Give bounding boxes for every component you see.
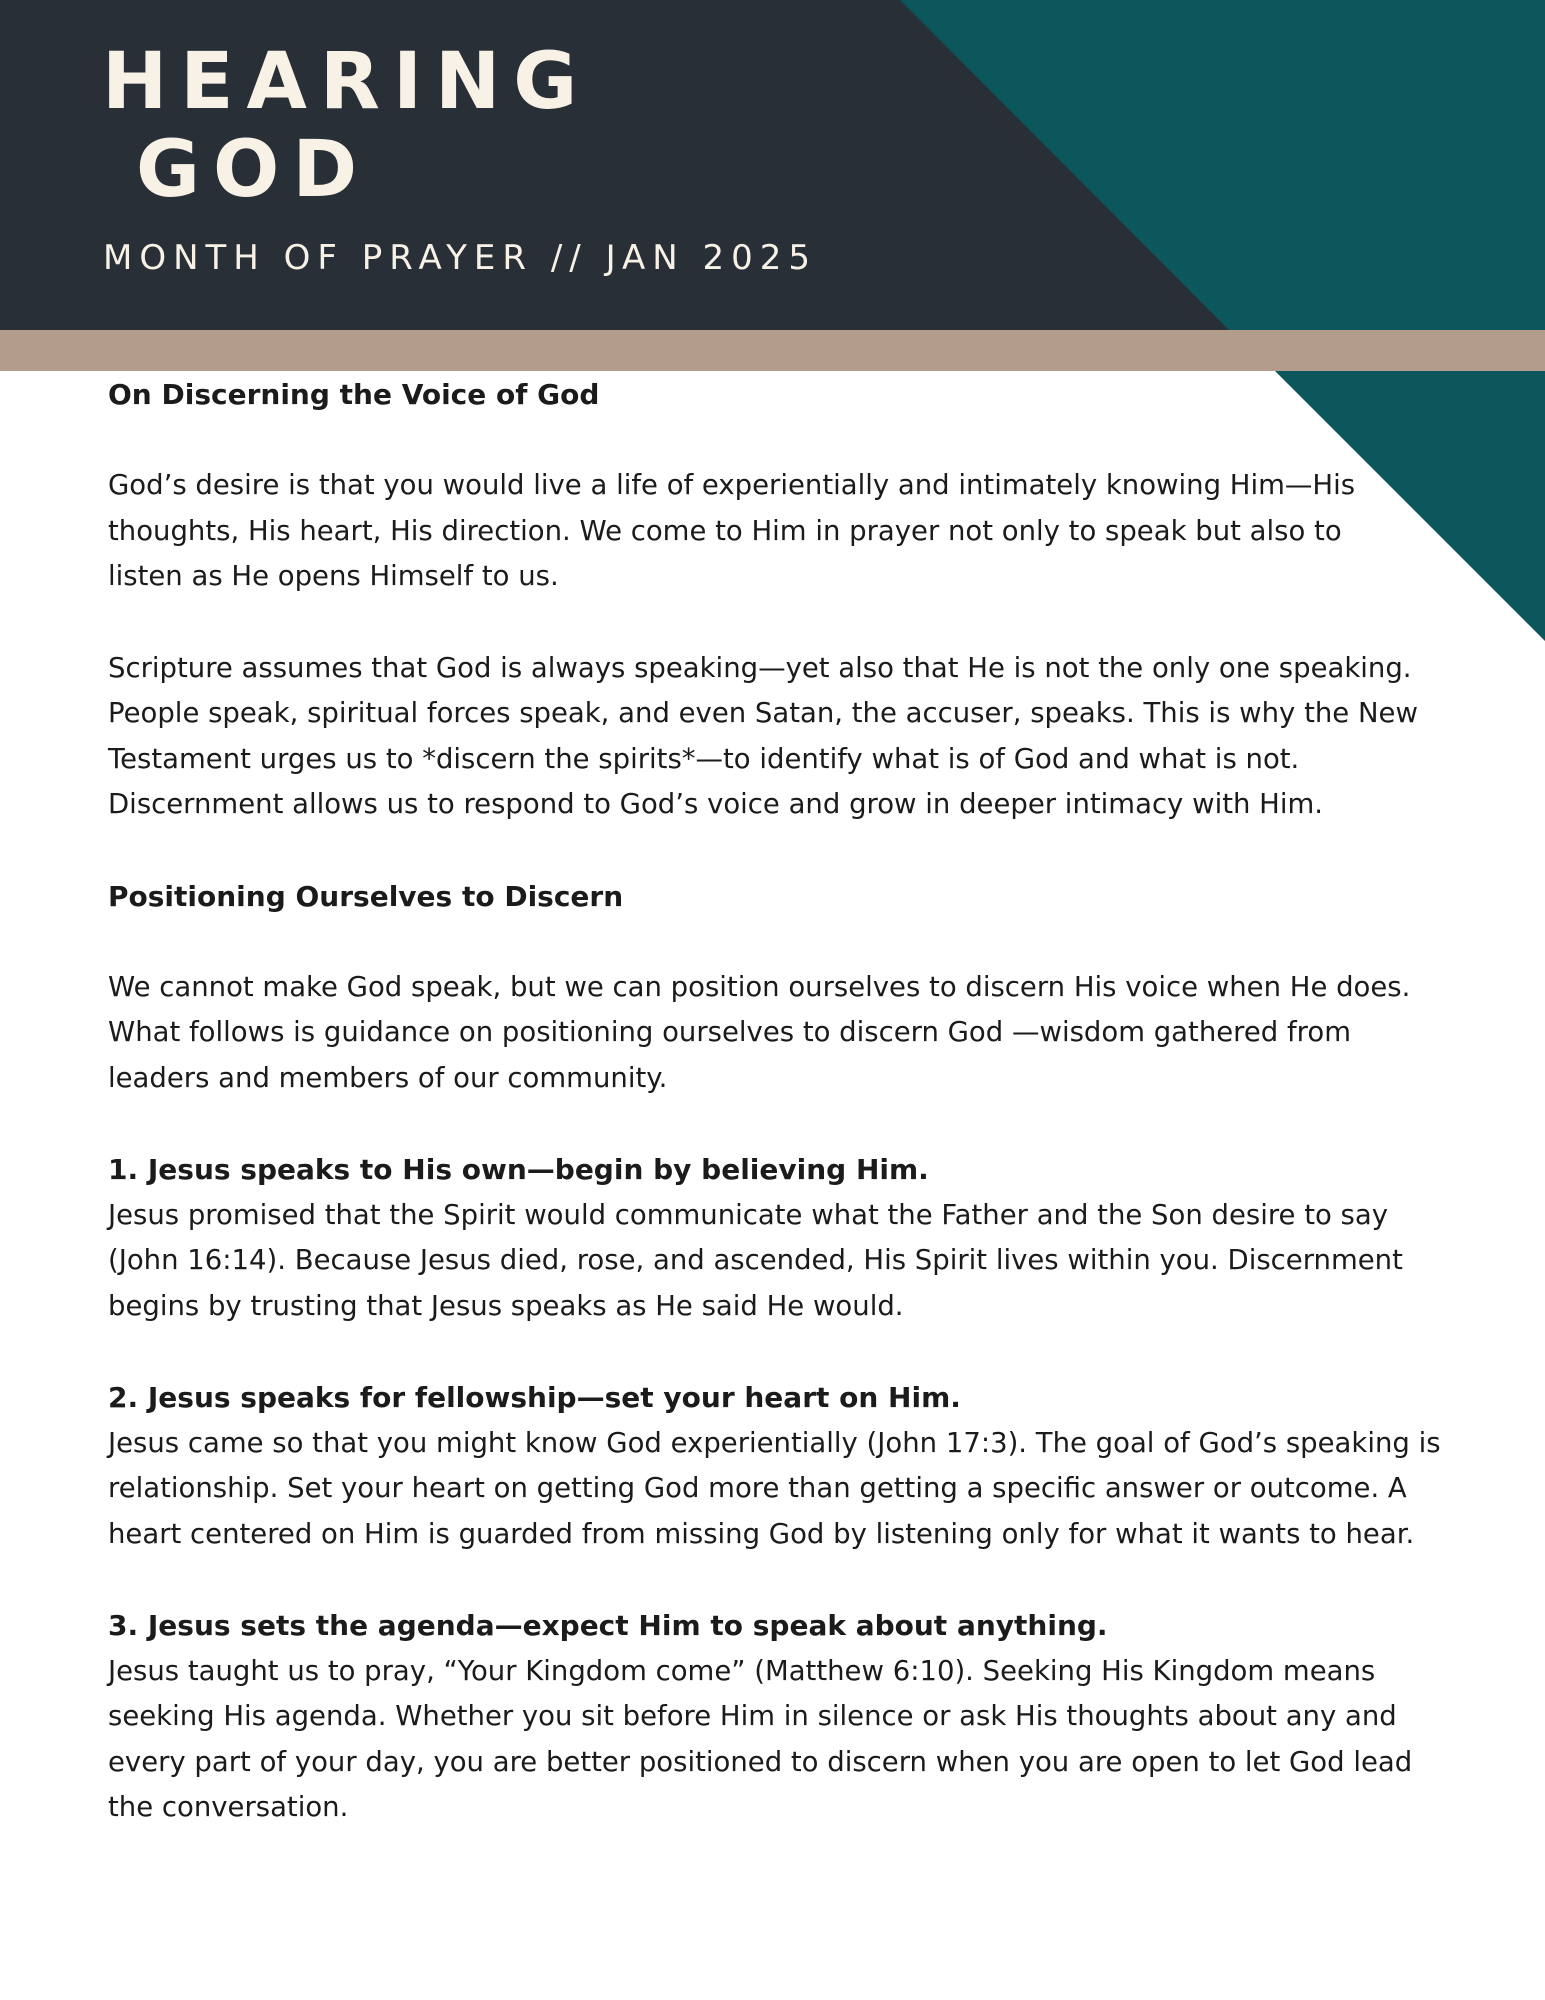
point-1-body: Jesus promised that the Spirit would communicate what the Father and the Son desire to say (John 16:14). Because Jesus died, rose, and ascended, His Spirit lives within you. Discernment begins by trusting that Jesus speaks as He said He would. xyxy=(108,1198,1403,1322)
point-3-body: Jesus taught us to pray, “Your Kingdom come” (Matthew 6:10). Seeking His Kingdom means seeking His agenda. Whether you sit before Him in silence or ask His thoughts about any and every part of your day, you are better positioned to discern when you are open to let God lead the conversation. xyxy=(108,1654,1413,1824)
point-3-title: 3. Jesus sets the agenda—expect Him to speak about anything. xyxy=(108,1609,1108,1643)
title-line-2: GOD xyxy=(136,125,371,215)
title-line-1: HEARING xyxy=(102,37,591,127)
section-heading-positioning: Positioning Ourselves to Discern xyxy=(108,879,624,913)
paragraph-intro-1: God’s desire is that you would live a life of experientially and intimately knowing Him—His thoughts, His heart, His direction. We come to Him in prayer not only to speak but also to listen as He opens Himself to us. xyxy=(108,469,1356,593)
point-2-body: Jesus came so that you might know God experientially (John 17:3). The goal of God’s speaking is relationship. Set your heart on getting God more than getting a specific answer or outcome. A heart centered on Him is guarded from missing God by listening only for what it wants to hear. xyxy=(108,1426,1441,1550)
document-body xyxy=(108,372,1448,1877)
page-subtitle: MONTH OF PRAYER // JAN 2025 xyxy=(103,238,818,278)
section-heading-discerning: On Discerning the Voice of God xyxy=(108,378,600,411)
point-1-title: 1. Jesus speaks to His own—begin by believing Him. xyxy=(108,1153,929,1187)
point-2-title: 2. Jesus speaks for fellowship—set your heart on Him. xyxy=(108,1381,961,1415)
paragraph-intro-2: Scripture assumes that God is always speaking—yet also that He is not the only one speaking. People speak, spiritual forces speak, and even Satan, the accuser, speaks. This is why the New Testament urges us to *discern the spirits*—to identify what is of God and what is not. Discernment allows us to respond to God’s voice and grow in deeper intimacy with Him. xyxy=(108,651,1418,821)
page-title xyxy=(102,38,590,214)
divider-band xyxy=(0,330,1545,371)
paragraph-positioning: We cannot make God speak, but we can position ourselves to discern His voice when He does. What follows is guidance on positioning ourselves to discern God —wisdom gathered from leaders and members of our community. xyxy=(108,970,1411,1094)
